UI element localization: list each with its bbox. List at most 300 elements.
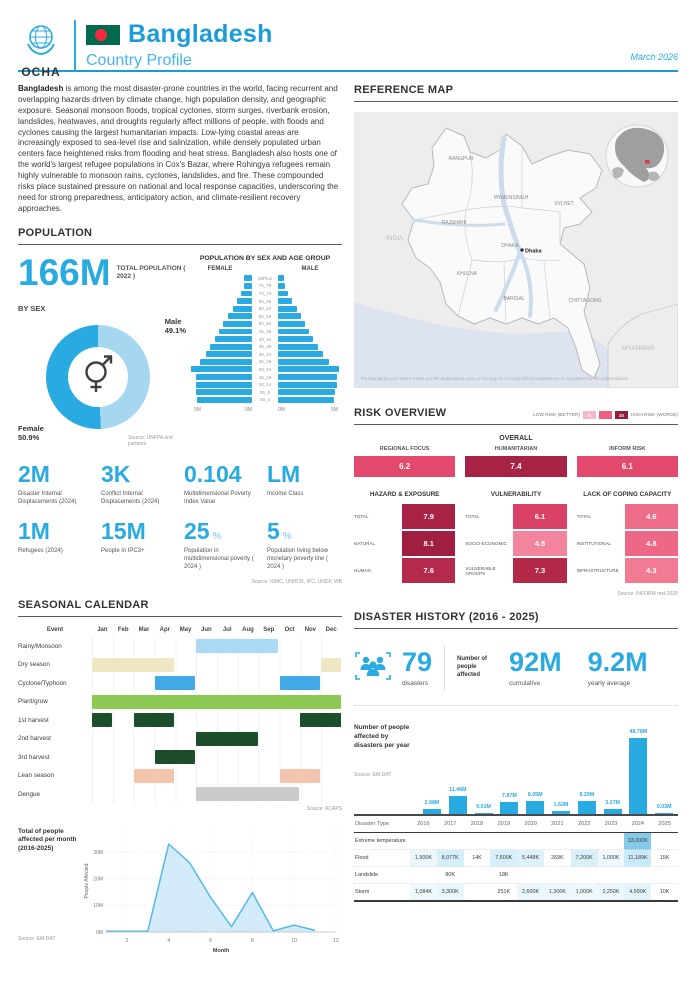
division-label-mymensingh: MYMENSINGH	[493, 195, 529, 201]
sex-donut-hole	[68, 347, 128, 407]
gender-symbol-icon	[81, 354, 115, 399]
table-value-cell: 33,000K	[624, 833, 651, 850]
risk-row-label: INFRASTRUCTURE	[576, 568, 619, 573]
gantt-bar	[280, 769, 321, 783]
x-tick-label: 4	[167, 937, 171, 944]
area-fill	[106, 844, 315, 932]
pyramid-female-bar	[200, 359, 252, 365]
year-bar	[604, 809, 622, 814]
male-share-label: Male 49.1%	[164, 316, 186, 336]
overall-risk-cell	[354, 446, 455, 477]
pyramid-female-bar	[228, 313, 252, 319]
table-value-cell: 3,300K	[437, 884, 464, 902]
table-type-cell: Extreme temperature	[354, 833, 410, 850]
table-value-cell: 8,077K	[437, 850, 464, 867]
table-header-cell: 2022	[571, 816, 598, 833]
table-header-cell: 2017	[437, 816, 464, 833]
risk-row	[577, 531, 678, 556]
risk-group	[354, 491, 455, 585]
pyramid-title: POPULATION BY SEX AND AGE GROUP	[199, 254, 331, 262]
risk-group-title: HAZARD & EXPOSURE	[369, 491, 440, 498]
female-share-label: Female 50.9%	[18, 423, 44, 443]
year-bar-label: 1.62M	[553, 802, 569, 809]
risk-row	[354, 558, 455, 583]
y-axis-label: People Affected	[84, 863, 90, 899]
overall-risk-cell	[577, 446, 678, 477]
gantt-row	[18, 711, 342, 730]
gantt-bar	[196, 732, 258, 746]
risk-row	[354, 504, 455, 529]
pyramid-female-cell	[188, 313, 252, 319]
pyramid-male-bar	[278, 366, 339, 372]
pyramid-male-header: MALE	[301, 265, 319, 272]
x-axis-label: Month	[212, 947, 230, 954]
pyramid-row	[188, 305, 342, 313]
table-value-cell	[410, 833, 437, 850]
pyramid-female-cell	[188, 321, 252, 327]
pyramid-female-cell	[188, 291, 252, 297]
risk-overview-section	[354, 407, 678, 597]
table-value-cell: 10K	[651, 884, 678, 902]
gantt-timeline	[92, 693, 342, 712]
pyramid-male-bar	[278, 344, 318, 350]
total-population-value: 166M	[18, 251, 111, 293]
pyramid-age-label: 40_44	[258, 336, 272, 342]
pyramid-row	[188, 275, 342, 283]
table-value-cell: 18K	[490, 867, 517, 884]
year-bar	[423, 809, 441, 814]
gantt-row	[18, 730, 342, 749]
table-value-cell: 251K	[490, 884, 517, 902]
pyramid-female-bar	[210, 344, 252, 350]
gantt-bar	[134, 713, 175, 727]
pyramid-row	[188, 366, 342, 374]
pyramid-row	[188, 335, 342, 343]
year-bar-label: 0.01M	[476, 803, 491, 810]
y-tick-label: 20M	[93, 876, 103, 883]
neighbor-label-myanmar: MYANMAR	[622, 345, 655, 352]
stat-label: Conflict Internal Displacements (2024)	[101, 490, 160, 505]
gantt-timeline	[92, 748, 342, 767]
pyramid-age-label: 65_69	[258, 298, 272, 304]
table-value-cell: 4,590K	[624, 884, 651, 902]
pyramid-male-bar	[278, 298, 292, 304]
year-bar	[578, 801, 596, 814]
table-value-cell: 11,189K	[624, 850, 651, 867]
pyramid-female-cell	[188, 283, 252, 289]
globe-inset	[606, 125, 668, 187]
year-bar	[629, 738, 647, 814]
gantt-row	[18, 767, 342, 786]
pyramid-female-cell	[188, 366, 252, 372]
monthly-chart-source: Source: EM-DAT	[18, 935, 56, 942]
pyramid-female-bar	[191, 366, 252, 372]
table-header-cell: 2023	[598, 816, 625, 833]
pyramid-female-bar	[196, 389, 252, 395]
table-value-cell	[571, 833, 598, 850]
stat-card	[18, 517, 93, 571]
risk-group-title: VULNERABILITY	[490, 491, 542, 498]
pyramid-female-bar	[223, 321, 252, 327]
risk-row-label: NATURAL	[354, 541, 376, 546]
year-bar-label: 3.27M	[605, 799, 620, 806]
year-bar-label: 48.78M	[629, 729, 648, 735]
stat-value: 3K	[101, 460, 131, 487]
gantt-month-header: Jul	[222, 627, 232, 634]
capital-marker	[520, 248, 523, 251]
pyramid-row	[188, 312, 342, 320]
pyramid-age-label: 25_29	[258, 359, 272, 365]
stat-card	[267, 517, 342, 571]
risk-group	[577, 491, 678, 585]
table-value-cell	[651, 867, 678, 884]
risk-row-value: 4.8	[625, 531, 678, 556]
gantt-row	[18, 785, 342, 804]
table-value-cell: 5,448K	[517, 850, 544, 867]
pyramid-male-bar	[278, 382, 337, 388]
gantt-row-label: Dengue	[18, 790, 41, 798]
pyramid-row	[188, 290, 342, 298]
stat-label: Disaster Internal Displacements (2024)	[18, 490, 77, 505]
gantt-row-label: Cyclone/Typhoon	[18, 679, 67, 687]
pyramid-male-bar	[278, 374, 337, 380]
pyramid-age-label: 05_9	[259, 389, 270, 395]
y-tick-label: 10M	[93, 902, 103, 909]
yearly-affected-bar-chart	[354, 710, 678, 816]
table-value-cell	[598, 833, 625, 850]
table-value-cell: 2,600K	[517, 884, 544, 902]
gantt-row	[18, 748, 342, 767]
risk-legend-high: HIGH RISK (WORSE)	[630, 412, 678, 418]
by-sex-label: BY SEX	[18, 303, 46, 313]
gantt-month-header: Mar	[138, 627, 150, 634]
pyramid-axis-tick: 5M	[331, 406, 338, 413]
pyramid-male-cell	[278, 359, 342, 365]
disasters-label: disasters	[402, 680, 429, 687]
pyramid-male-bar	[278, 336, 313, 342]
pyramid-female-cell	[188, 374, 252, 380]
pyramid-age-label: 15_19	[258, 374, 272, 380]
overall-risk-category: REGIONAL FOCUS	[379, 446, 430, 452]
gantt-row-label: Dry season	[18, 661, 50, 669]
gantt-timeline	[92, 656, 342, 675]
pyramid-male-cell	[278, 397, 342, 403]
pyramid-age-label: 35_39	[258, 344, 272, 350]
ocha-wordmark: OCHA	[21, 65, 61, 79]
pyramid-row	[188, 396, 342, 404]
table-header-cell: 2018	[464, 816, 491, 833]
pyramid-male-cell	[278, 351, 342, 357]
profile-subtitle: Country Profile	[86, 52, 192, 69]
y-tick-label: 0M	[96, 929, 103, 936]
year-bar	[475, 813, 493, 815]
pyramid-male-bar	[278, 313, 301, 319]
report-date: March 2026	[630, 52, 678, 62]
cumulative-value: 92M	[509, 647, 562, 677]
stat-value: 15M	[101, 517, 146, 544]
pyramid-row	[188, 381, 342, 389]
year-bar-label: 0.03M	[656, 803, 672, 810]
risk-row	[577, 558, 678, 583]
un-emblem-icon	[22, 20, 60, 63]
stat-value: 2M	[18, 460, 50, 487]
table-value-cell	[624, 867, 651, 884]
gantt-month-header: Aug	[242, 627, 254, 634]
gantt-row-label: 1st harvest	[18, 716, 49, 724]
table-value-cell: 15K	[651, 850, 678, 867]
pyramid-female-bar	[196, 382, 252, 388]
affected-label: Number of people affected	[457, 656, 488, 678]
gantt-source: Source: ACAPS	[306, 805, 342, 812]
table-value-cell: 80K	[437, 867, 464, 884]
risk-row-label: TOTAL	[465, 514, 480, 519]
header-rule	[18, 70, 678, 72]
overall-label: OVERALL	[499, 435, 533, 442]
risk-row-value: 7.6	[402, 558, 455, 583]
table-value-cell: 7,600K	[490, 850, 517, 867]
dotted-separator	[354, 705, 678, 706]
pyramid-female-bar	[215, 336, 252, 342]
pyramid-female-cell	[188, 351, 252, 357]
stat-value: 25 %	[184, 517, 222, 544]
pyramid-female-cell	[188, 344, 252, 350]
table-value-cell	[517, 833, 544, 850]
pyramid-row	[188, 358, 342, 366]
pyramid-female-cell	[188, 329, 252, 335]
country-title: Bangladesh	[128, 20, 273, 48]
stat-value: 5 %	[267, 517, 292, 544]
overall-risk-cell	[465, 446, 566, 477]
pyramid-male-bar	[278, 351, 323, 357]
disaster-history-heading: DISASTER HISTORY (2016 - 2025)	[354, 611, 678, 629]
pyramid-female-cell	[188, 306, 252, 312]
stats-source: Source: IDMC, UNHCR, IPC, UNDP, WB	[251, 579, 342, 586]
table-value-cell	[571, 867, 598, 884]
overall-risk-category: INFORM RISK	[609, 446, 646, 452]
pyramid-male-bar	[278, 283, 285, 289]
monthly-chart-label: Total of people affected per month (2016-2025)	[18, 827, 77, 853]
stat-suffix: %	[209, 530, 222, 542]
risk-row-value: 7.9	[402, 504, 455, 529]
pyramid-male-cell	[278, 298, 342, 304]
risk-row-label: TOTAL	[354, 514, 369, 519]
x-tick-label: 12	[333, 937, 339, 944]
map-disclaimer: The boundaries and names shown and the designations used on this map do not imply official endorsement or acceptance by the United Nations.	[360, 376, 630, 381]
table-value-cell: 14K	[464, 850, 491, 867]
stat-card	[184, 460, 259, 506]
table-value-cell	[651, 833, 678, 850]
overall-risk-value: 6.2	[354, 456, 455, 477]
pyramid-female-bar	[241, 291, 252, 297]
gantt-bar	[196, 639, 278, 653]
table-value-cell: 269K	[544, 850, 571, 867]
stat-value: 1M	[18, 517, 50, 544]
table-header-cell: 2025	[651, 816, 678, 833]
risk-legend-low: LOW RISK (BETTER)	[532, 412, 580, 418]
pyramid-male-cell	[278, 336, 342, 342]
gantt-timeline	[92, 674, 342, 693]
gantt-row-label: Lean season	[18, 772, 55, 780]
pyramid-age-label: 50_54	[258, 321, 272, 327]
disasters-value: 79	[402, 647, 433, 677]
table-value-cell	[464, 884, 491, 902]
gantt-month-header: Nov	[304, 627, 317, 634]
gantt-bar	[134, 769, 175, 783]
overall-risk-value: 7.4	[465, 456, 566, 477]
pyramid-female-cell	[188, 359, 252, 365]
overall-risk-category: HUMANITARIAN	[494, 446, 538, 452]
pyramid-row	[188, 388, 342, 396]
pyramid-male-bar	[278, 275, 284, 281]
risk-row-value: 4.6	[625, 504, 678, 529]
gantt-month-header: May	[179, 627, 192, 634]
pyramid-male-bar	[278, 397, 334, 403]
risk-row-value: 4.3	[625, 558, 678, 583]
pyramid-female-bar	[206, 351, 252, 357]
pyramid-axis	[188, 407, 342, 413]
header	[18, 0, 678, 79]
intro-paragraph	[18, 84, 342, 215]
gantt-month-header: Feb	[117, 627, 129, 634]
risk-group	[465, 491, 566, 585]
risk-heading: RISK OVERVIEW	[354, 407, 447, 419]
pyramid-rows	[188, 275, 342, 404]
pyramid-male-cell	[278, 306, 342, 312]
seasonal-gantt	[18, 627, 342, 812]
disaster-type-table	[354, 816, 678, 902]
population-heading: POPULATION	[18, 227, 342, 245]
pyramid-row	[188, 373, 342, 381]
pyramid-male-cell	[278, 275, 342, 281]
left-column	[18, 84, 342, 960]
pyramid-male-cell	[278, 291, 342, 297]
pyramid-age-label: 70_74	[258, 290, 272, 296]
table-value-cell	[598, 867, 625, 884]
stat-label: People in IPC3+	[101, 547, 145, 554]
table-value-cell	[544, 833, 571, 850]
disaster-history-section	[354, 611, 678, 902]
risk-source: Source: INFORM mid-2025	[617, 591, 678, 597]
intro-lead: Bangladesh	[18, 84, 64, 93]
cumulative-label: cumulative	[509, 680, 541, 687]
x-tick-label: 10	[291, 937, 297, 944]
gantt-bar	[321, 658, 341, 672]
gantt-row	[18, 674, 342, 693]
stat-card	[18, 460, 93, 506]
pyramid-headers	[188, 266, 342, 272]
right-column	[354, 84, 678, 960]
year-bar	[449, 796, 467, 814]
risk-legend-box-max: 10	[615, 411, 628, 419]
gantt-month-header: Jun	[201, 627, 212, 634]
gantt-month-headers	[18, 627, 342, 633]
risk-row-value: 7.3	[513, 558, 566, 583]
gantt-timeline	[92, 637, 342, 656]
year-bar-label: 8.05M	[527, 792, 543, 799]
pyramid-male-bar	[278, 291, 288, 297]
division-label-rangpur: RANGPUR	[448, 156, 474, 162]
pyramid-male-cell	[278, 321, 342, 327]
gantt-month-header: Sep	[263, 627, 275, 634]
gantt-month-header: Apr	[159, 627, 170, 634]
division-label-rajshahi: RAJSHAHI	[441, 220, 467, 226]
pyramid-female-cell	[188, 397, 252, 403]
cumulative-stat	[509, 649, 562, 687]
pyramid-female-bar	[244, 283, 252, 289]
table-value-cell	[544, 867, 571, 884]
bar-chart-source: Source: EM-DAT	[354, 772, 392, 778]
pyramid-male-cell	[278, 366, 342, 372]
pyramid-female-bar	[196, 374, 252, 380]
pyramid-age-label: 30_34	[258, 351, 272, 357]
table-value-cell	[437, 833, 464, 850]
stats-divider	[444, 645, 445, 691]
risk-row-value: 6.1	[513, 504, 566, 529]
stat-card	[184, 517, 259, 571]
monthly-area-svg	[80, 820, 342, 960]
total-population-label: TOTAL POPULATION ( 2022 )	[116, 264, 186, 280]
table-value-cell	[464, 867, 491, 884]
pyramid-row	[188, 328, 342, 336]
gantt-row-label: Plant/grow	[18, 698, 48, 706]
pyramid-male-bar	[278, 359, 329, 365]
stat-card	[267, 460, 342, 506]
gantt-bar	[92, 713, 112, 727]
pyramid-male-bar	[278, 389, 335, 395]
division-label-barisal: BARISAL	[503, 296, 525, 302]
gantt-row-label: 3rd harvest	[18, 753, 50, 761]
year-bar	[500, 802, 518, 814]
risk-row	[465, 504, 566, 529]
risk-row-value: 8.1	[402, 531, 455, 556]
table-header-cell: Disaster Type	[354, 816, 410, 833]
division-label-khulna: KHULNA	[456, 271, 478, 277]
pyramid-axis-tick: 0M	[278, 406, 285, 413]
gantt-row-label: Rainy/Monsoon	[18, 642, 62, 650]
sex-donut-chart	[18, 316, 188, 449]
pyramid-female-bar	[237, 298, 252, 304]
pyramid-female-cell	[188, 389, 252, 395]
seasonal-calendar-section	[18, 599, 342, 960]
population-section	[18, 251, 342, 449]
x-tick-label: 8	[250, 937, 254, 944]
gantt-bar	[155, 750, 196, 764]
pyramid-female-cell	[188, 382, 252, 388]
table-value-cell: 1,900K	[410, 850, 437, 867]
x-tick-label: 6	[209, 937, 212, 944]
pyramid-age-label: 45_49	[258, 328, 272, 334]
table-header-cell: 2016	[410, 816, 437, 833]
pyramid-age-label: 60_64	[258, 306, 272, 312]
year-bar	[655, 813, 673, 815]
pyramid-age-label: 20_24	[258, 366, 272, 372]
pyramid-age-label: 00_4	[259, 397, 270, 403]
pyramid-male-cell	[278, 382, 342, 388]
reference-map	[354, 112, 678, 393]
gantt-timeline	[92, 785, 342, 804]
table-value-cell	[490, 833, 517, 850]
overall-risk-value: 6.1	[577, 456, 678, 477]
division-label-dhaka: DHAKA	[501, 243, 519, 249]
gantt-row	[18, 693, 342, 712]
pyramid-row	[188, 343, 342, 351]
pyramid-male-cell	[278, 283, 342, 289]
pyramid-female-header: FEMALE	[207, 265, 233, 272]
pyramid-age-label: 80Plus	[258, 275, 272, 281]
risk-row-label: SOCIO-ECONOMIC	[465, 541, 507, 546]
reference-map-heading: REFERENCE MAP	[354, 84, 678, 102]
gantt-row	[18, 637, 342, 656]
